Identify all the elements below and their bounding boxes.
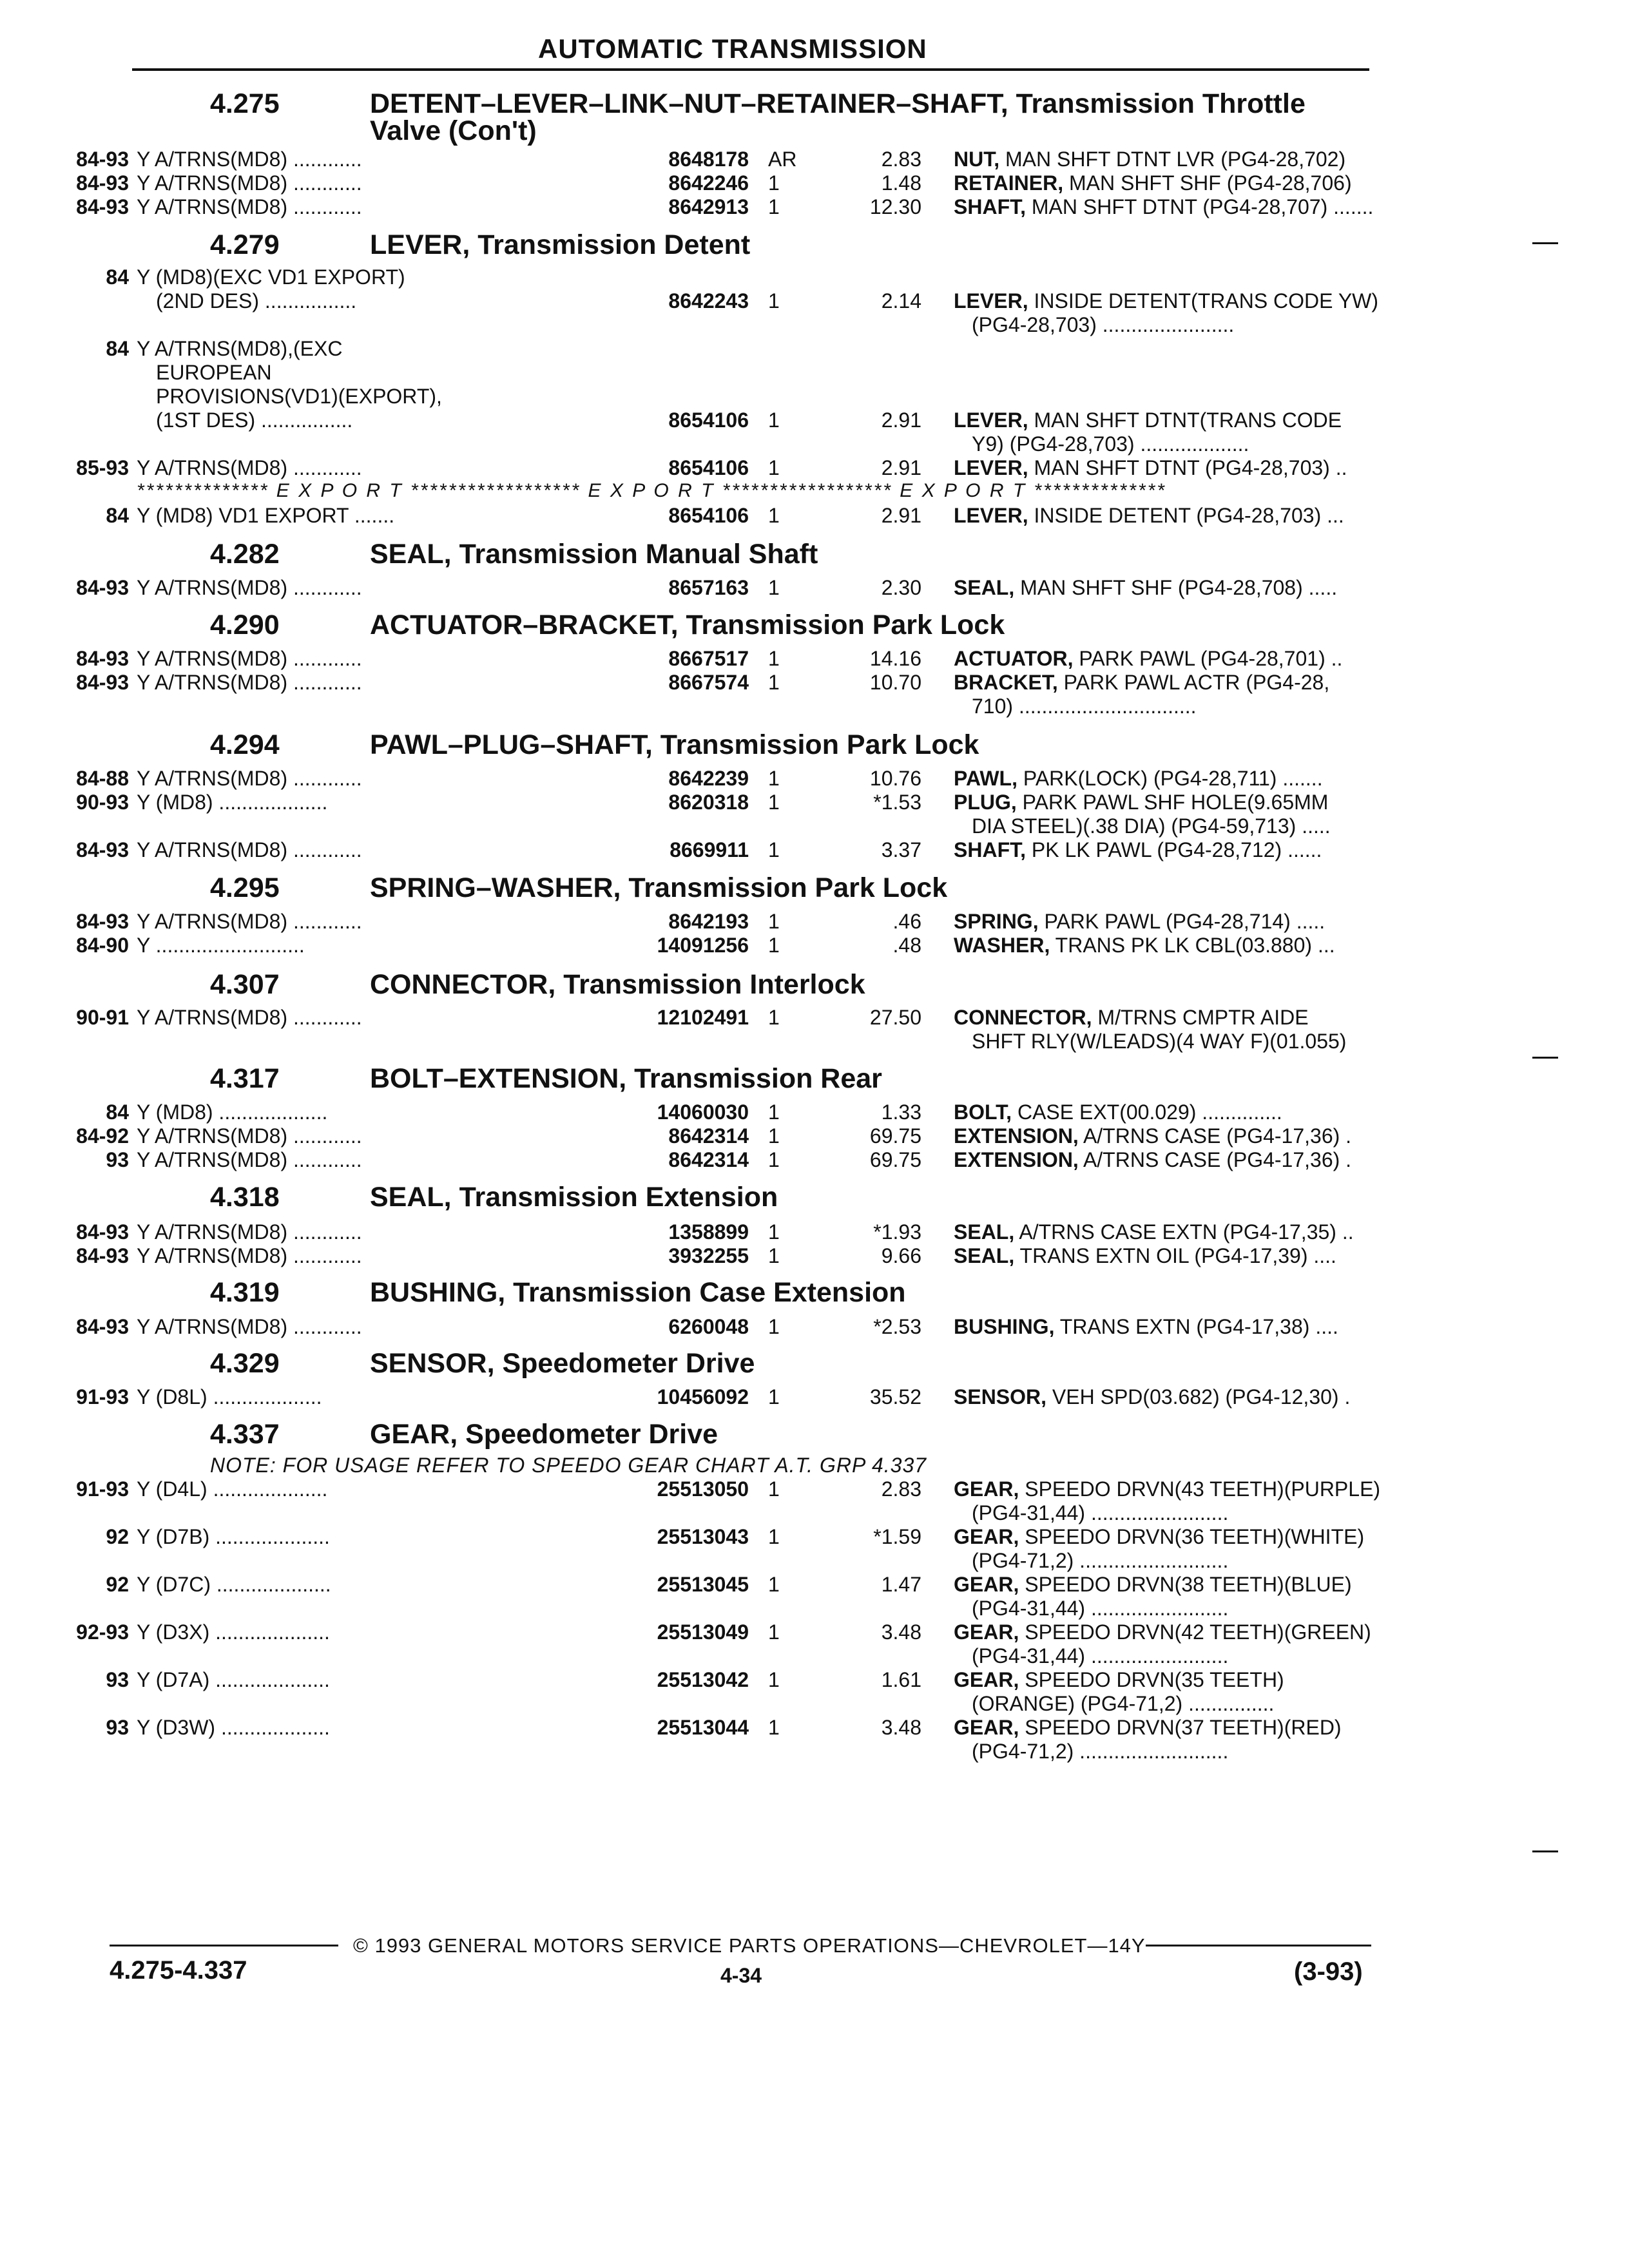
years: 84-92 — [76, 1124, 129, 1148]
description-detail: A/TRNS CASE (PG4-17,36) . — [1078, 1124, 1352, 1148]
years: 84 — [106, 504, 129, 527]
section-number: 4.318 — [210, 1182, 280, 1213]
part-number: 8642314 — [668, 1124, 749, 1148]
years: 84-93 — [76, 838, 129, 861]
description-name: GEAR, — [954, 1525, 1019, 1548]
description — [954, 1124, 1351, 1148]
quantity: 1 — [768, 504, 780, 527]
description — [954, 504, 1344, 528]
description — [954, 791, 1328, 814]
description-name: GEAR, — [954, 1620, 1019, 1644]
price: 1.61 — [881, 1668, 921, 1691]
price: 2.91 — [881, 456, 921, 479]
description-detail: PARK PAWL (PG4-28,714) ..... — [1038, 910, 1325, 933]
quantity: 1 — [768, 1148, 780, 1171]
years: 84-93 — [76, 1315, 129, 1338]
description-name: LEVER, — [954, 408, 1028, 432]
description-detail: A/TRNS CASE EXTN (PG4-17,35) .. — [1014, 1220, 1354, 1244]
years: 84 — [106, 1100, 129, 1124]
section-title: DETENT–LEVER–LINK–NUT–RETAINER–SHAFT, Transmission Throttle — [370, 88, 1306, 119]
description — [954, 647, 1342, 671]
description-name: EXTENSION, — [954, 1148, 1079, 1171]
section-number: 4.290 — [210, 610, 280, 640]
part-number: 8654106 — [668, 408, 749, 432]
price: 2.83 — [881, 1477, 921, 1501]
usage: Y (D4L) .................... — [137, 1477, 328, 1501]
footer-rule-left — [110, 1945, 338, 1946]
description — [954, 671, 1329, 695]
usage: (1ST DES) ................ — [156, 408, 353, 432]
header-rule — [132, 68, 1369, 71]
price: 3.37 — [881, 838, 921, 861]
description-detail: M/TRNS CMPTR AIDE — [1092, 1006, 1309, 1029]
years: 92 — [106, 1573, 129, 1596]
description — [954, 1315, 1338, 1339]
years: 91-93 — [76, 1385, 129, 1408]
description-detail: SPEEDO DRVN(38 TEETH)(BLUE) — [1019, 1573, 1352, 1596]
years: 93 — [106, 1148, 129, 1171]
years: 84 — [106, 265, 129, 289]
description-name: GEAR, — [954, 1716, 1019, 1739]
description — [954, 1244, 1336, 1268]
years: 84 — [106, 337, 129, 360]
years: 92 — [106, 1525, 129, 1548]
part-number: 8642913 — [668, 195, 749, 218]
section-number: 4.295 — [210, 872, 280, 903]
section-title: BOLT–EXTENSION, Transmission Rear — [370, 1063, 882, 1094]
description-name: SEAL, — [954, 1220, 1015, 1244]
description — [954, 934, 1335, 957]
usage: Y A/TRNS(MD8) ............ — [137, 195, 362, 218]
description-name: SENSOR, — [954, 1385, 1047, 1408]
usage: Y A/TRNS(MD8) ............ — [137, 671, 362, 694]
description — [954, 767, 1323, 791]
section-title: PAWL–PLUG–SHAFT, Transmission Park Lock — [370, 729, 979, 760]
description-detail: INSIDE DETENT(TRANS CODE YW) — [1028, 289, 1379, 312]
description-detail: MAN SHFT SHF (PG4-28,708) ..... — [1014, 576, 1338, 599]
section-number: 4.337 — [210, 1419, 280, 1450]
usage: Y (MD8)(EXC VD1 EXPORT) — [137, 265, 405, 289]
usage: Y (D8L) ................... — [137, 1385, 322, 1408]
years: 84-93 — [76, 1244, 129, 1267]
years: 93 — [106, 1668, 129, 1691]
part-number: 10456092 — [657, 1385, 749, 1408]
description — [954, 838, 1322, 862]
description-name: ACTUATOR, — [954, 647, 1074, 670]
years: 85-93 — [76, 456, 129, 479]
price: 2.91 — [881, 504, 921, 527]
price: *1.59 — [873, 1525, 921, 1548]
description — [954, 171, 1352, 195]
description — [954, 1220, 1354, 1244]
price: .48 — [892, 934, 921, 957]
part-number: 8642246 — [668, 171, 749, 195]
usage: Y (MD8) ................... — [137, 791, 328, 814]
description — [954, 1620, 1371, 1644]
quantity: 1 — [768, 289, 780, 312]
quantity: 1 — [768, 1573, 780, 1596]
part-number: 8648178 — [668, 148, 749, 171]
quantity: 1 — [768, 171, 780, 195]
part-number: 1358899 — [668, 1220, 749, 1244]
running-head: AUTOMATIC TRANSMISSION — [538, 34, 927, 64]
description-name: SEAL, — [954, 1244, 1015, 1267]
usage: Y A/TRNS(MD8) ............ — [137, 647, 362, 670]
part-number: 25513043 — [657, 1525, 749, 1548]
description-detail: (PG4-71,2) .......................... — [972, 1740, 1229, 1763]
description-detail: PK LK PAWL (PG4-28,712) ...... — [1026, 838, 1322, 861]
usage: Y (D7B) .................... — [137, 1525, 330, 1548]
section-title: SPRING–WASHER, Transmission Park Lock — [370, 872, 948, 903]
quantity: 1 — [768, 408, 780, 432]
section-number: 4.275 — [210, 88, 280, 119]
part-number: 25513049 — [657, 1620, 749, 1644]
description-name: LEVER, — [954, 504, 1028, 527]
quantity: 1 — [768, 1385, 780, 1408]
description-detail: (ORANGE) (PG4-71,2) ............... — [972, 1692, 1275, 1715]
price: 14.16 — [869, 647, 921, 670]
description-name: GEAR, — [954, 1668, 1019, 1691]
part-number: 8654106 — [668, 504, 749, 527]
quantity: 1 — [768, 910, 780, 933]
part-number: 14091256 — [657, 934, 749, 957]
price: 1.47 — [881, 1573, 921, 1596]
description — [954, 1006, 1309, 1030]
description — [954, 1573, 1352, 1597]
usage: Y (D3W) ................... — [137, 1716, 330, 1739]
usage: Y (MD8) ................... — [137, 1100, 328, 1124]
footer-page-number: 4-34 — [720, 1964, 762, 1987]
usage: Y A/TRNS(MD8) ............ — [137, 910, 362, 933]
description-detail: SPEEDO DRVN(37 TEETH)(RED) — [1019, 1716, 1342, 1739]
quantity: 1 — [768, 456, 780, 479]
description-detail: (PG4-31,44) ........................ — [972, 1501, 1229, 1524]
part-number: 14060030 — [657, 1100, 749, 1124]
description-name: BRACKET, — [954, 671, 1058, 694]
description-name: BOLT, — [954, 1100, 1012, 1124]
description — [954, 576, 1337, 600]
description — [954, 1477, 1380, 1501]
years: 93 — [106, 1716, 129, 1739]
quantity: 1 — [768, 791, 780, 814]
description-name: SEAL, — [954, 576, 1015, 599]
description-name: GEAR, — [954, 1477, 1019, 1501]
description-detail: TRANS EXTN (PG4-17,38) .... — [1054, 1315, 1338, 1338]
description-name: EXTENSION, — [954, 1124, 1079, 1148]
footer-section-range: 4.275-4.337 — [110, 1956, 247, 1984]
section-number: 4.294 — [210, 729, 280, 760]
section-number: 4.319 — [210, 1277, 280, 1308]
price: *2.53 — [873, 1315, 921, 1338]
usage: Y A/TRNS(MD8) ............ — [137, 1220, 362, 1244]
description-name: LEVER, — [954, 456, 1028, 479]
price: 35.52 — [869, 1385, 921, 1408]
usage: Y A/TRNS(MD8) ............ — [137, 456, 362, 479]
description-detail: SPEEDO DRVN(35 TEETH) — [1019, 1668, 1284, 1691]
years: 84-93 — [76, 195, 129, 218]
quantity: 1 — [768, 767, 780, 790]
section-number: 4.279 — [210, 229, 280, 260]
description-detail: PARK(LOCK) (PG4-28,711) ....... — [1017, 767, 1323, 790]
description-name: PAWL, — [954, 767, 1017, 790]
part-number: 8654106 — [668, 456, 749, 479]
section-title: BUSHING, Transmission Case Extension — [370, 1277, 906, 1308]
usage: Y (D7C) .................... — [137, 1573, 331, 1596]
years: 84-93 — [76, 1220, 129, 1244]
quantity: 1 — [768, 647, 780, 670]
description — [954, 195, 1373, 219]
quantity: 1 — [768, 1668, 780, 1691]
part-number: 8642193 — [668, 910, 749, 933]
description-name: RETAINER, — [954, 171, 1064, 195]
section-title: LEVER, Transmission Detent — [370, 229, 751, 260]
usage: Y A/TRNS(MD8) ............ — [137, 1315, 362, 1338]
price: 69.75 — [869, 1148, 921, 1171]
price: 2.30 — [881, 576, 921, 599]
description-name: BUSHING, — [954, 1315, 1055, 1338]
description-detail: (PG4-28,703) ....................... — [972, 313, 1235, 336]
price: .46 — [892, 910, 921, 933]
description-detail: PARK PAWL (PG4-28,701) .. — [1073, 647, 1343, 670]
quantity: 1 — [768, 1525, 780, 1548]
description — [954, 408, 1342, 432]
description-detail: SHFT RLY(W/LEADS)(4 WAY F)(01.055) — [972, 1030, 1347, 1053]
usage: Y A/TRNS(MD8) ............ — [137, 767, 362, 790]
usage: Y .......................... — [137, 934, 305, 957]
years: 92-93 — [76, 1620, 129, 1644]
price: *1.53 — [873, 791, 921, 814]
description-detail: MAN SHFT DTNT (PG4-28,707) ....... — [1026, 195, 1374, 218]
usage: Y (D3X) .................... — [137, 1620, 330, 1644]
description-name: LEVER, — [954, 289, 1028, 312]
price: 10.76 — [869, 767, 921, 790]
description-detail: SPEEDO DRVN(43 TEETH)(PURPLE) — [1019, 1477, 1381, 1501]
description-detail: MAN SHFT DTNT (PG4-28,703) .. — [1028, 456, 1347, 479]
description-detail: TRANS PK LK CBL(03.880) ... — [1050, 934, 1335, 957]
quantity: 1 — [768, 195, 780, 218]
footer-copyright: © 1993 GENERAL MOTORS SERVICE PARTS OPERATIONS—CHEVROLET—14Y — [353, 1934, 1146, 1957]
usage: Y A/TRNS(MD8) ............ — [137, 1006, 362, 1029]
quantity: 1 — [768, 671, 780, 694]
description — [954, 1668, 1284, 1692]
years: 84-93 — [76, 647, 129, 670]
years: 84-93 — [76, 148, 129, 171]
price: 2.14 — [881, 289, 921, 312]
part-number: 8667574 — [668, 671, 749, 694]
quantity: 1 — [768, 1244, 780, 1267]
quantity: 1 — [768, 1315, 780, 1338]
quantity: 1 — [768, 1124, 780, 1148]
quantity: AR — [768, 148, 797, 171]
section-number: 4.282 — [210, 539, 280, 570]
description — [954, 1148, 1351, 1172]
price: *1.93 — [873, 1220, 921, 1244]
part-number: 6260048 — [668, 1315, 749, 1338]
part-number: 25513050 — [657, 1477, 749, 1501]
description-detail: A/TRNS CASE (PG4-17,36) . — [1078, 1148, 1352, 1171]
section-title: ACTUATOR–BRACKET, Transmission Park Lock — [370, 610, 1005, 640]
section-title: CONNECTOR, Transmission Interlock — [370, 969, 865, 1000]
description-detail: (PG4-31,44) ........................ — [972, 1644, 1229, 1667]
section-number: 4.329 — [210, 1348, 280, 1379]
description-name: PLUG, — [954, 791, 1017, 814]
years: 90-91 — [76, 1006, 129, 1029]
description-name: GEAR, — [954, 1573, 1019, 1596]
description-name: CONNECTOR, — [954, 1006, 1092, 1029]
years: 84-93 — [76, 910, 129, 933]
usage: Y A/TRNS(MD8) ............ — [137, 1148, 362, 1171]
price: 3.48 — [881, 1620, 921, 1644]
usage: Y A/TRNS(MD8),(EXC — [137, 337, 343, 360]
price: 12.30 — [869, 195, 921, 218]
revision-mark — [1532, 242, 1558, 244]
description-detail: CASE EXT(00.029) .............. — [1012, 1100, 1282, 1124]
usage: Y (D7A) .................... — [137, 1668, 330, 1691]
part-number: 8642314 — [668, 1148, 749, 1171]
price: 10.70 — [869, 671, 921, 694]
price: 3.48 — [881, 1716, 921, 1739]
description-detail: PARK PAWL ACTR (PG4-28, — [1057, 671, 1330, 694]
section-title: SENSOR, Speedometer Drive — [370, 1348, 755, 1379]
part-number: 25513044 — [657, 1716, 749, 1739]
section-title: SEAL, Transmission Manual Shaft — [370, 539, 818, 570]
section-title: SEAL, Transmission Extension — [370, 1182, 778, 1213]
description-detail: VEH SPD(03.682) (PG4-12,30) . — [1046, 1385, 1351, 1408]
part-number: 8620318 — [668, 791, 749, 814]
part-number: 8667517 — [668, 647, 749, 670]
section-title-continued: Valve (Con't) — [370, 115, 537, 146]
description-detail: Y9) (PG4-28,703) ................... — [972, 432, 1249, 456]
quantity: 1 — [768, 576, 780, 599]
usage: Y A/TRNS(MD8) ............ — [137, 148, 362, 171]
price: 1.48 — [881, 171, 921, 195]
section-number: 4.317 — [210, 1063, 280, 1094]
description-name: SHAFT, — [954, 195, 1026, 218]
description-detail: MAN SHFT SHF (PG4-28,706) — [1063, 171, 1352, 195]
description — [954, 1525, 1364, 1549]
quantity: 1 — [768, 1006, 780, 1029]
quantity: 1 — [768, 838, 780, 861]
quantity: 1 — [768, 1220, 780, 1244]
revision-mark — [1532, 1850, 1558, 1852]
description-detail: INSIDE DETENT (PG4-28,703) ... — [1028, 504, 1344, 527]
quantity: 1 — [768, 1620, 780, 1644]
description-name: SPRING, — [954, 910, 1039, 933]
years: 90-93 — [76, 791, 129, 814]
part-number: 3932255 — [668, 1244, 749, 1267]
years: 91-93 — [76, 1477, 129, 1501]
part-number: 8669911 — [670, 838, 749, 861]
description-detail: DIA STEEL)(.38 DIA) (PG4-59,713) ..... — [972, 814, 1331, 838]
usage: Y A/TRNS(MD8) ............ — [137, 1124, 362, 1148]
description — [954, 1716, 1342, 1740]
price: 1.33 — [881, 1100, 921, 1124]
price: 27.50 — [869, 1006, 921, 1029]
usage: Y (MD8) VD1 EXPORT ....... — [137, 504, 395, 527]
description-detail: (PG4-71,2) .......................... — [972, 1549, 1229, 1572]
description-name: SHAFT, — [954, 838, 1026, 861]
price: 2.83 — [881, 148, 921, 171]
description-detail: MAN SHFT DTNT(TRANS CODE — [1028, 408, 1342, 432]
usage: PROVISIONS(VD1)(EXPORT), — [156, 385, 442, 408]
part-number: 25513045 — [657, 1573, 749, 1596]
quantity: 1 — [768, 1477, 780, 1501]
footer-date: (3-93) — [1294, 1957, 1363, 1986]
usage: Y A/TRNS(MD8) ............ — [137, 1244, 362, 1267]
years: 84-90 — [76, 934, 129, 957]
section-title: GEAR, Speedometer Drive — [370, 1419, 718, 1450]
price: 69.75 — [869, 1124, 921, 1148]
description — [954, 1100, 1282, 1124]
description — [954, 289, 1378, 313]
quantity: 1 — [768, 1716, 780, 1739]
section-number: 4.307 — [210, 969, 280, 1000]
description-detail: SPEEDO DRVN(36 TEETH)(WHITE) — [1019, 1525, 1365, 1548]
description-detail: 710) ............................... — [972, 695, 1197, 718]
usage: EUROPEAN — [156, 361, 272, 384]
price: 9.66 — [881, 1244, 921, 1267]
part-number: 25513042 — [657, 1668, 749, 1691]
description — [954, 910, 1325, 934]
description-detail: TRANS EXTN OIL (PG4-17,39) .... — [1014, 1244, 1336, 1267]
price: 2.91 — [881, 408, 921, 432]
years: 84-93 — [76, 576, 129, 599]
years: 84-88 — [76, 767, 129, 790]
description — [954, 148, 1345, 171]
years: 84-93 — [76, 671, 129, 694]
quantity: 1 — [768, 1100, 780, 1124]
years: 84-93 — [76, 171, 129, 195]
usage: Y A/TRNS(MD8) ............ — [137, 171, 362, 195]
usage: Y A/TRNS(MD8) ............ — [137, 838, 362, 861]
footer-rule-right — [1146, 1945, 1371, 1946]
usage: (2ND DES) ................ — [156, 289, 357, 312]
part-number: 8642239 — [668, 767, 749, 790]
export-divider: ************** E X P O R T ****************** E X P O R T ****************** E X P O R T ************** — [137, 480, 1166, 501]
usage-note: NOTE: FOR USAGE REFER TO SPEEDO GEAR CHART A.T. GRP 4.337 — [210, 1454, 927, 1477]
description-name: NUT, — [954, 148, 1000, 171]
description — [954, 1385, 1350, 1409]
part-number: 12102491 — [657, 1006, 749, 1029]
description — [954, 456, 1347, 480]
part-number: 8657163 — [668, 576, 749, 599]
description-detail: (PG4-31,44) ........................ — [972, 1597, 1229, 1620]
revision-mark — [1532, 1057, 1558, 1059]
quantity: 1 — [768, 934, 780, 957]
description-detail: PARK PAWL SHF HOLE(9.65MM — [1016, 791, 1329, 814]
description-detail: SPEEDO DRVN(42 TEETH)(GREEN) — [1019, 1620, 1371, 1644]
part-number: 8642243 — [668, 289, 749, 312]
description-detail: MAN SHFT DTNT LVR (PG4-28,702) — [999, 148, 1346, 171]
description-name: WASHER, — [954, 934, 1050, 957]
usage: Y A/TRNS(MD8) ............ — [137, 576, 362, 599]
